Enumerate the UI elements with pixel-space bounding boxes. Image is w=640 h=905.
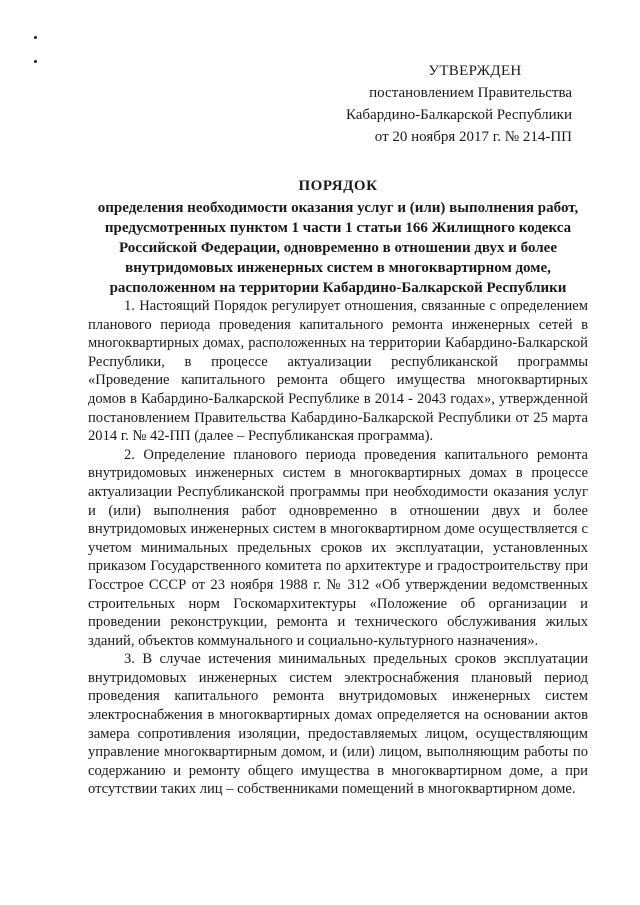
document-title: ПОРЯДОК	[298, 178, 378, 194]
document-subtitle-line: Российской Федерации, одновременно в отношении двух и более	[119, 240, 557, 256]
document-subtitle-line: внутридомовых инженерных систем в многоквартирном доме,	[125, 260, 551, 276]
approval-stamp-block	[330, 60, 580, 148]
document-subtitle-line: определения необходимости оказания услуг и (или) выполнения работ,	[97, 200, 579, 216]
paragraph-1: 1. Настоящий Порядок регулирует отношения, связанные с определением планового периода проведения капитального ремонта инженерных сетей в многоквартирных домах, расположенных на территории Кабардино-Балкарской Республики, в процессе актуализации республиканской программы «Проведение капитального ремонта общего имущества многоквартирных домов в Кабардино-Балкарской Республике в 2014 - 2043 годах», утвержденной постановлением Правительства Кабардино-Балкарской Республики от 25 марта 2014 г. № 42-ПП (далее – Республиканская программа).	[88, 298, 588, 445]
scan-artifact-dot	[34, 36, 37, 39]
document-title-block	[88, 176, 588, 298]
approval-line: постановлением Правительства	[369, 85, 572, 101]
approval-date-number: от 20 ноября 2017 г. № 214-ПП	[374, 129, 572, 145]
document-subtitle-line: предусмотренных пунктом 1 части 1 статьи 166 Жилищного кодекса	[104, 220, 572, 236]
document-subtitle-line: расположенном на территории Кабардино-Балкарской Республики	[109, 280, 567, 296]
document-body	[88, 297, 588, 799]
approval-line: Кабардино-Балкарской Республики	[345, 107, 572, 123]
scan-artifact-dot	[34, 60, 37, 63]
approval-heading: УТВЕРЖДЕН	[428, 63, 522, 79]
paragraph-3: 3. В случае истечения минимальных предельных сроков эксплуатации внутридомовых инженерных систем электроснабжения плановый период проведения капитального ремонта внутридомовых инженерных систем электроснабжения в многоквартирных домах определяется на основании актов замера сопротивления изоляции, предоставляемых лицом, осуществляющим управление многоквартирным домом, и (или) лицом, выполняющим работы по содержанию и ремонту общего имущества в многоквартирном доме, а при отсутствии таких лиц – собственниками помещений в многоквартирном доме.	[88, 651, 588, 798]
paragraph-2: 2. Определение планового периода проведения капитального ремонта внутридомовых инженерных систем в многоквартирных домах в процессе актуализации Республиканской программы при необходимости оказания услуг и (или) выполнения работ одновременно в отношении двух и более внутридомовых инженерных систем в многоквартирном доме осуществляется с учетом минимальных предельных сроков их эксплуатации, установленных приказом Государственного комитета по архитектуре и градостроительству при Госстрое СССР от 23 ноября 1988 г. № 312 «Об утверждении ведомственных строительных норм Госкомархитектуры «Положение об организации и проведении реконструкции, ремонта и технического обслуживания жилых зданий, объектов коммунального и социально-культурного назначения».	[88, 446, 588, 649]
